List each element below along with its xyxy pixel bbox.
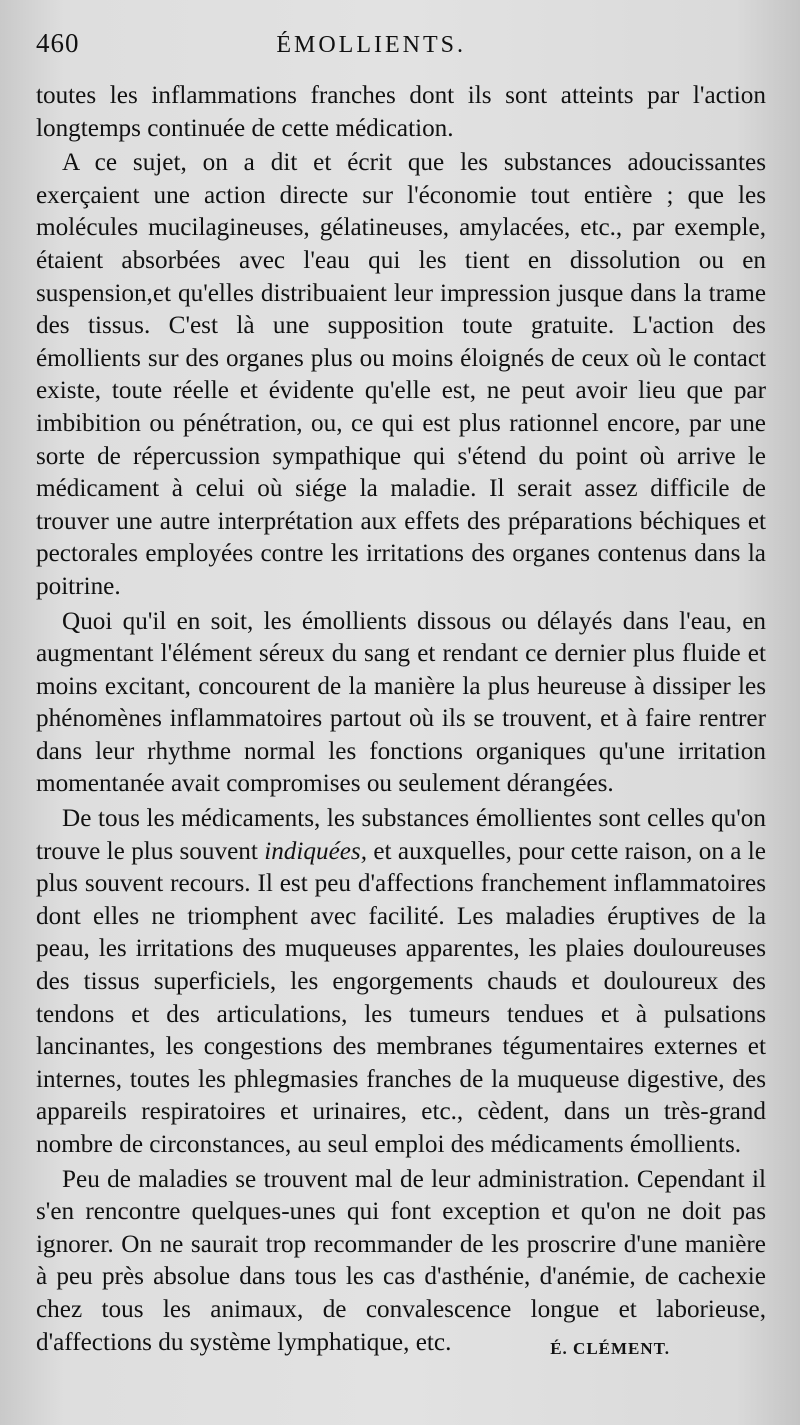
paragraph-4 [36,803,766,1162]
running-title: ÉMOLLIENTS. [276,32,466,58]
author-signature: É. CLÉMENT. [550,1338,670,1358]
article-body [36,80,766,1359]
page-number: 460 [36,28,80,58]
paragraph-4-text-b: et auxquelles, pour cette raison, on a le plus souvent recours. Il est peu d'affections franchement inflammatoires dont elles ne triomphent avec facilité. Les maladies éruptives de la peau, les irritations des muqueuses apparentes, les plaies douloureuses des tissus superficiels, les engorgements chauds et douloureux des tendons et des articulations, les tumeurs tendues et à pulsations lancinantes, les congestions des membranes tégumentaires externes et internes, toutes les phlegmasies franches de la muqueuse digestive, des appareils respiratoires et urinaires, etc., cèdent, dans un très-grand nombre de circonstances, au seul emploi des médicaments émollients. [36,837,766,1158]
paragraph-3: Quoi qu'il en soit, les émollients dissous ou délayés dans l'eau, en augmentant l'élément séreux du sang et rendant ce dernier plus fluide et moins excitant, concourent de la manière la plus heureuse à dissiper les phénomènes inflammatoires partout où ils se trouvent, et à faire rentrer dans leur rhythme normal les fonctions organiques qu'une irritation momentanée avait compromises ou seulement dérangées. [36,607,766,798]
paragraph-4-text-a: De tous les médicaments, les substances émollientes sont celles qu'on trouve le plus souvent [36,805,766,865]
paragraph-2: A ce sujet, on a dit et écrit que les substances adoucissantes exerçaient une action directe sur l'économie tout entière ; que les molécules mucilagineuses, gélatineuses, amylacées, etc., par exemple, étaient absorbées avec l'eau qui les tient en dissolution ou en suspension,et qu'elles distribuaient leur impression jusque dans la trame des tissus. C'est là une supposition toute gratuite. L'action des émollients sur des organes plus ou moins éloignés de ceux où le contact existe, toute réelle et évidente qu'elle est, ne peut avoir lieu que par imbibition ou pénétration, ou, ce qui est plus rationnel encore, par une sorte de répercussion sympathique qui s'étend du point où arrive le médicament à celui où siége la maladie. Il serait assez difficile de trouver une autre interprétation aux effets des préparations béchiques et pectorales employées contre les irritations des organes contenus dans la poitrine. [36,149,766,600]
italic-word: indiquées, [264,837,368,865]
paragraph-5-text: Peu de maladies se trouvent mal de leur administration. Cependant il s'en rencontre quelques-unes qui font exception et qu'on ne doit pas ignorer. On ne saurait trop recommander de les proscrire d'une manière à peu près absolue dans tous les cas d'asthénie, d'anémie, de cachexie chez tous les animaux, de convalescence longue et laborieuse, d'affections du système lymphatique, etc. [36,1165,766,1356]
paragraph-1: toutes les inflammations franches dont ils sont atteints par l'action longtemps continuée de cette médication. [36,82,766,142]
page-header [36,28,766,80]
paragraph-5 [36,1164,766,1360]
